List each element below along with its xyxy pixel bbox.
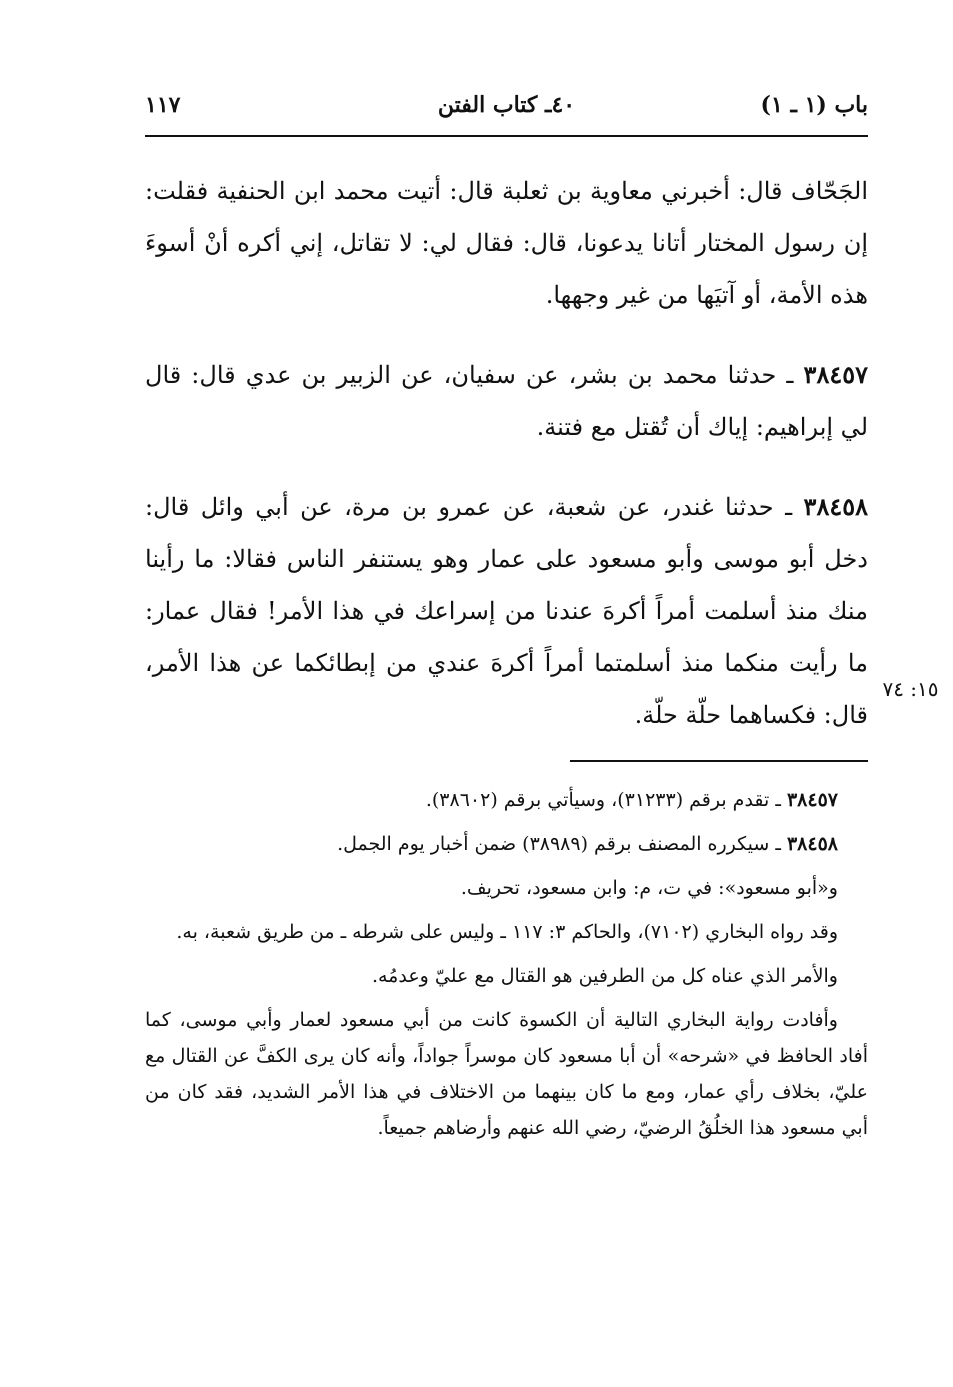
hadith-text: ـ حدثنا محمد بن بشر، عن سفيان، عن الزبير بن عدي قال: قال لي إبراهيم: إياك أن تُقتل مع فتنة. <box>145 361 868 441</box>
header-divider <box>145 135 868 137</box>
margin-reference: ١٥: ٧٤ <box>882 677 939 701</box>
main-text <box>145 165 868 769</box>
footnote-text: والأمر الذي عناه كل من الطرفين هو القتال مع عليّ وعدمُه. <box>371 965 838 987</box>
paragraph-continuation: الجَحّاف قال: أخبرني معاوية بن ثعلبة قال: أتيت محمد ابن الحنفية فقلت: إن رسول المختار أتانا يدعونا، قال: فقال لي: لا تقاتل، إني أكره أنْ أسوءَ هذه الأمة، أو آتيَها من غير وجهها. <box>145 177 868 309</box>
footnote-text: ـ تقدم برقم (٣١٢٣٣)، وسيأتي برقم (٣٨٦٠٢). <box>425 789 787 811</box>
footnote-text: و«أبو مسعود»: في ت، م: وابن مسعود، تحريف. <box>460 877 838 899</box>
footnote-number: ٣٨٤٥٧ <box>786 789 838 811</box>
footnote-text: وأفادت رواية البخاري التالية أن الكسوة كانت من أبي مسعود لعمار وأبي موسى، كما أفاد الحافظ في «شرحه» أن أبا مسعود كان موسراً جواداً، وأنه كان يرى الكفَّ عن القتال مع عليّ، بخلاف رأي عمار، ومع ما كان بينهما من الاختلاف في هذا الأمر الشديد، فقد كان من أبي مسعود هذا الخلُقُ الرضيّ، رضي الله عنهم وأرضاهم جميعاً. <box>145 1009 868 1139</box>
footnote-text: ـ سيكرره المصنف برقم (٣٨٩٨٩) ضمن أخبار يوم الجمل. <box>337 833 787 855</box>
hadith-number: ٣٨٤٥٧ <box>803 360 868 389</box>
footnote-38458 <box>145 826 868 862</box>
page-header <box>145 88 868 128</box>
hadith-number: ٣٨٤٥٨ <box>803 492 868 521</box>
page-number: ١١٧ <box>145 92 181 118</box>
footnotes <box>145 782 868 1154</box>
footnote-text: وقد رواه البخاري (٧١٠٢)، والحاكم ٣: ١١٧ ـ وليس على شرطه ـ من طريق شعبة، به. <box>176 921 838 943</box>
book-title: ٤٠ـ كتاب الفتن <box>437 92 576 118</box>
hadith-38458 <box>145 481 868 741</box>
hadith-38457 <box>145 349 868 453</box>
chapter-label: باب (١ ـ ١) <box>760 92 868 118</box>
footnote-divider <box>570 760 868 762</box>
hadith-text: ـ حدثنا غندر، عن شعبة، عن عمرو بن مرة، عن أبي وائل قال: دخل أبو موسى وأبو مسعود على عمار وهو يستنفر الناس فقالا: ما رأينا منك منذ أسلمت أمراً أكرهَ عندنا من إسراعك في هذا الأمر! فقال عمار: ما رأيت منكما منذ أسلمتما أمراً أكرهَ عندي من إبطائكما عن هذا الأمر، قال: فكساهما حلّة حلّة. <box>145 493 868 729</box>
footnote-number: ٣٨٤٥٨ <box>786 833 838 855</box>
footnote-38457 <box>145 782 868 818</box>
